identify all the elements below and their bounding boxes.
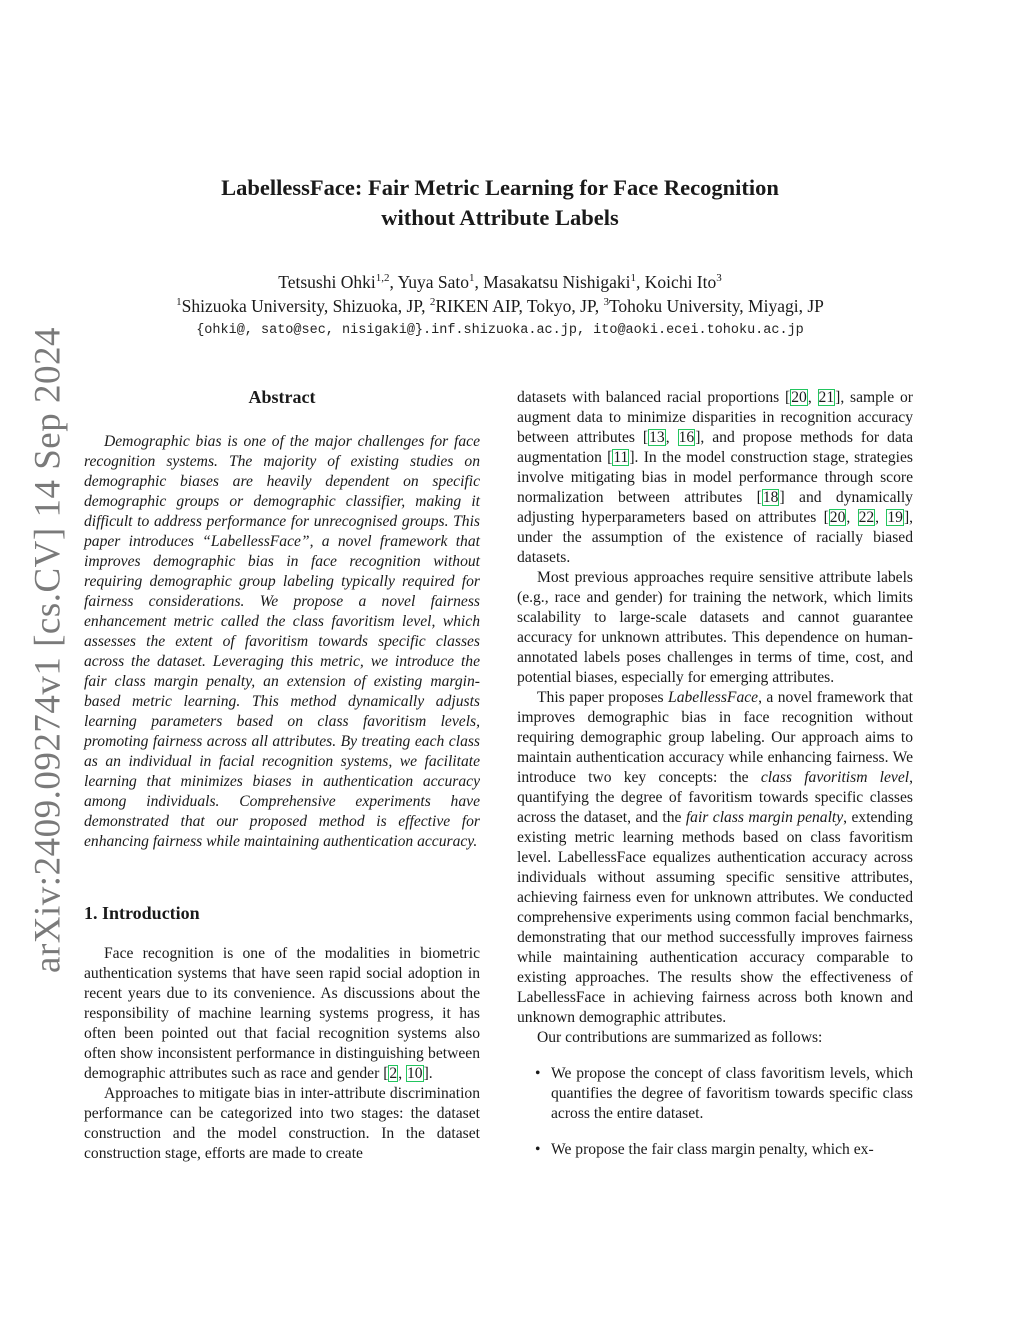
- citation-link[interactable]: 13: [649, 429, 665, 446]
- citation-link[interactable]: 20: [829, 509, 846, 526]
- intro-paragraph-1: Face recognition is one of the modalities in biometric authentication systems that have seen rapid social adoption in recent years due to its convenience. As discussions about the responsibility of machine learning systems progress, it has often been pointed out that facial recognition systems also often show inconsistent performance in distinguishing between demographic attributes such as race and gender [2, 10].: [84, 945, 480, 1082]
- citation-link[interactable]: 19: [887, 509, 903, 526]
- author: Tetsushi Ohki$^{1,2}$,: [278, 272, 398, 292]
- author-list: [0, 270, 1000, 294]
- contributions-intro: Our contributions are summarized as follows:: [537, 1029, 823, 1046]
- abstract-heading: Abstract: [248, 387, 316, 407]
- author-emails: {ohki@, sato@sec, nisigaki@}.inf.shizuoka.ac.jp, ito@aoki.ecei.tohoku.ac.jp: [196, 323, 804, 338]
- abstract-text: Demographic bias is one of the major challenges for face recognition systems. The majority of existing studies on demographic biases are heavily dependent on specific demographic groups or demographic classifier, making it difficult to address performance for unrecognised groups. This paper introduces “LabellessFace”, a novel framework that improves demographic bias in face recognition without requiring demographic group labeling typically required for fairness considerations. We propose a novel fairness enhancement metric called the class favoritism level, which assesses the extent of favoritism towards specific classes across the dataset. Leveraging this metric, we introduce the fair class margin penalty, an extension of existing margin-based metric learning. This method dynamically adjusts learning parameters based on class favoritism levels, promoting fairness across all attributes. By treating each class as an individual in facial recognition systems, we facilitate learning that minimizes biases in authentication accuracy among individuals. Comprehensive experiments have demonstrated that our proposed method is effective for enhancing fairness while maintaining authentication accuracy.: [84, 433, 480, 850]
- citation-link[interactable]: 22: [858, 509, 875, 526]
- citation-link[interactable]: 20: [791, 389, 807, 406]
- citation-link[interactable]: 21: [818, 389, 835, 406]
- author: Masakatsu Nishigaki$^1$,: [483, 272, 645, 292]
- paper-title: [0, 173, 1000, 233]
- arxiv-identifier: arXiv:2409.09274v1 [cs.CV] 14 Sep 2024: [27, 327, 69, 973]
- author: Koichi Ito$^3$: [644, 272, 722, 292]
- intro-paragraph-2: Approaches to mitigate bias in inter-attribute discrimination performance can be categorized into two stages: the dataset construction and the model construction. In the dataset construction stage, efforts are made to create: [84, 1085, 480, 1162]
- title-line-2: without Attribute Labels: [381, 205, 619, 230]
- intro-paragraph-5: This paper proposes LabellessFace, a novel framework that improves demographic bias in face recognition without requiring demographic group labeling. Our approach aims to maintain authentication accuracy while enhancing fairness. We introduce two key concepts: the class favoritism level, quantifying the degree of favoritism towards specific classes across the dataset, and the fair class margin penalty, extending existing metric learning methods based on class favoritism level. LabellessFace equalizes authentication accuracy across individuals without assuming specific sensitive attributes, achieving fairness even for unknown attributes. We conducted comprehensive experiments using common facial benchmarks, demonstrating that our method successfully improves fairness while maintaining authentication accuracy comparable to existing approaches. The results show the effectiveness of LabellessFace in achieving fairness across both known and unknown demographic attributes.: [517, 689, 914, 1026]
- author: Yuya Sato$^1$,: [397, 272, 484, 292]
- citation-link[interactable]: 2: [389, 1065, 398, 1082]
- list-item: • We propose the concept of class favoritism levels, which quantifies the degree of favoritism towards specific class across the entire dataset.: [531, 1064, 913, 1124]
- intro-paragraph-3: datasets with balanced racial proportions [20, 21], sample or augment data to minimize disparities in recognition accuracy between attributes [13, 16], and propose methods for data augmentation [11]. In the model construction stage, strategies involve mitigating bias in model performance through score normalization between attributes [18] and dynamically adjusting hyperparameters based on attributes [20, 22, 19], under the assumption of the existence of racially biased datasets.: [517, 389, 914, 566]
- title-line-1: LabellessFace: Fair Metric Learning for Face Recognition: [221, 175, 779, 200]
- right-column: [517, 388, 913, 1176]
- intro-paragraph-4: Most previous approaches require sensitive attribute labels (e.g., race and gender) for training the network, which limits scalability to large-scale datasets and cannot guarantee accuracy for unknown attributes. This dependence on human-annotated labels poses challenges in terms of time, cost, and potential biases, especially for emerging attributes.: [517, 569, 913, 686]
- contributions-list: [517, 1064, 913, 1160]
- citation-link[interactable]: 16: [678, 429, 695, 446]
- citation-link[interactable]: 18: [762, 489, 779, 506]
- affiliations: $^1$Shizuoka University, Shizuoka, JP, $^2$RIKEN AIP, Tokyo, JP, $^3$Tohoku University, Miyagi, JP: [176, 296, 824, 316]
- left-column: [84, 386, 480, 1164]
- list-item: • We propose the fair class margin penalty, which ex-: [531, 1140, 913, 1160]
- section-heading-introduction: 1. Introduction: [84, 903, 200, 923]
- citation-link[interactable]: 10: [406, 1065, 423, 1082]
- citation-link[interactable]: 11: [613, 449, 629, 466]
